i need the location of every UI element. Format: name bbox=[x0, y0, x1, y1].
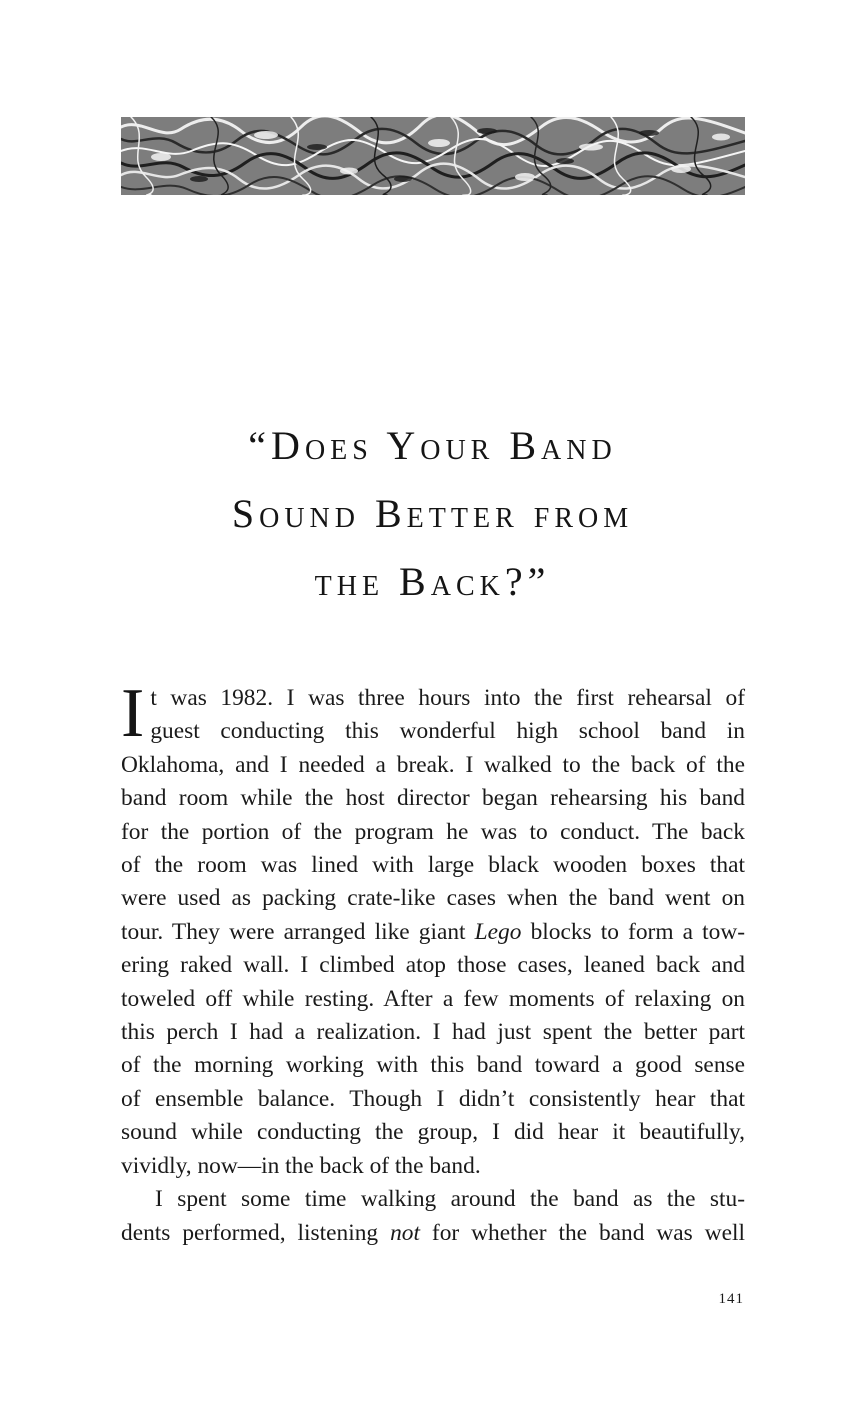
text-line: of ensemble balance. Though I didn’t consistently hear that bbox=[121, 1085, 745, 1112]
text-line: toweled off while resting. After a few moments of relaxing on bbox=[121, 985, 745, 1012]
chapter-title-line-2: Sound Better from bbox=[231, 491, 634, 536]
decorative-marbled-banner bbox=[121, 117, 745, 195]
text-line: I spent some time walking around the band as the stu- bbox=[155, 1186, 745, 1213]
text-line: for the portion of the program he was to conduct. The back bbox=[121, 818, 745, 845]
italic-term: Lego bbox=[474, 918, 522, 945]
text-line: of the morning working with this band toward a good sense bbox=[121, 1052, 745, 1079]
italic-term: not bbox=[390, 1219, 420, 1246]
chapter-title bbox=[100, 412, 765, 616]
text-line: ering raked wall. I climbed atop those cases, leaned back and bbox=[121, 952, 745, 979]
text-line: sound while conducting the group, I did hear it beautifully, bbox=[121, 1119, 745, 1146]
text-segment: dents performed, listening bbox=[121, 1219, 391, 1246]
text-line: guest conducting this wonderful high school band in bbox=[150, 718, 745, 745]
page-number: 141 bbox=[718, 1291, 744, 1307]
text-line: t was 1982. I was three hours into the first rehearsal of bbox=[150, 685, 745, 711]
text-line: vividly, now—in the back of the band. bbox=[121, 1152, 481, 1179]
paragraph-2 bbox=[121, 1183, 745, 1250]
text-line bbox=[121, 916, 745, 949]
text-line: band room while the host director began rehearsing his band bbox=[121, 785, 745, 812]
paragraph-1 bbox=[121, 675, 746, 1183]
chapter-title-line-3: the Back?” bbox=[314, 559, 551, 604]
text-line: Oklahoma, and I needed a break. I walked to the back of the bbox=[121, 751, 745, 778]
drop-cap: I bbox=[121, 675, 145, 752]
chapter-title-line-1: “Does Your Band bbox=[248, 423, 617, 468]
text-line bbox=[121, 1217, 745, 1250]
text-line: were used as packing crate-like cases when the band went on bbox=[121, 885, 745, 912]
text-line: of the room was lined with large black wooden boxes that bbox=[121, 852, 745, 879]
text-segment: tour. They were arranged like giant bbox=[121, 918, 475, 945]
text-line: this perch I had a realization. I had just spent the better part bbox=[121, 1019, 745, 1046]
body-text bbox=[121, 675, 746, 1250]
text-segment: for whether the band was well bbox=[419, 1219, 746, 1246]
text-segment: blocks to form a tow- bbox=[521, 918, 746, 945]
